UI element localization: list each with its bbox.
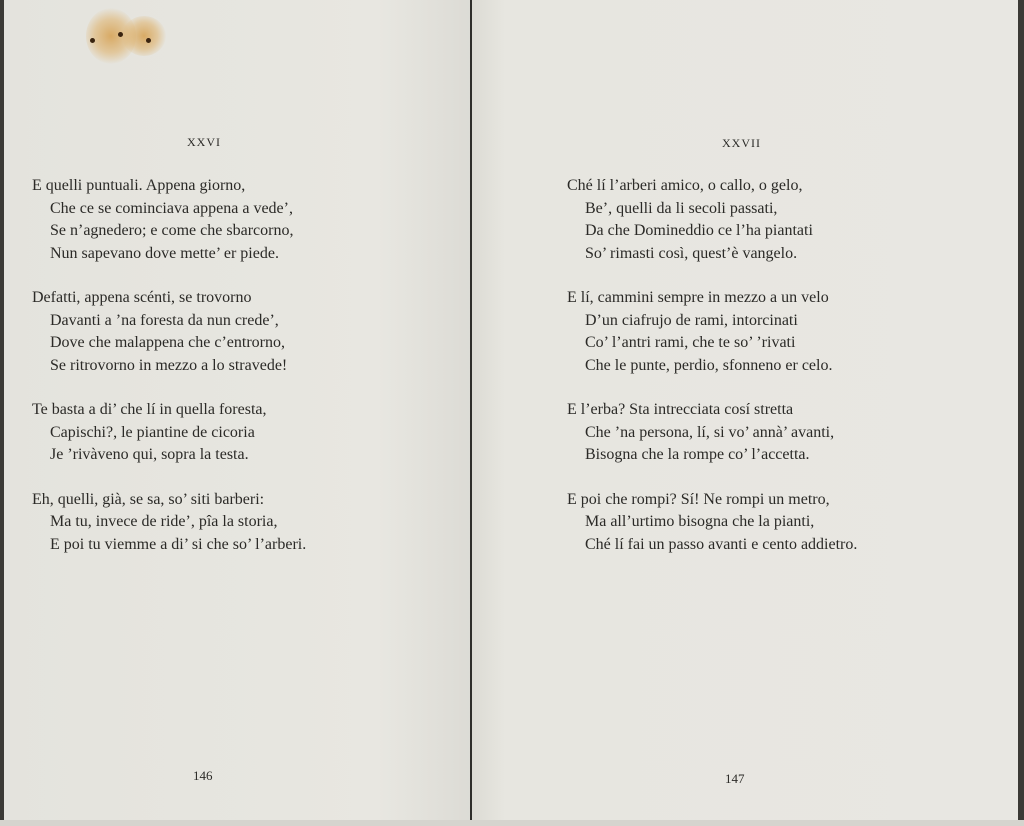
verse-line: D’un ciafrujo de rami, intorcinati [585, 311, 798, 329]
verse-line: Eh, quelli, già, se sa, so’ siti barberi: [32, 490, 265, 508]
verse-line: Je ’rivàveno qui, sopra la testa. [50, 446, 249, 463]
poem-heading-left: XXVI [187, 135, 221, 149]
verse-line: Da che Domineddio ce l’ha piantati [585, 222, 813, 239]
verse-line: E lí, cammini sempre in mezzo a un velo [567, 289, 829, 306]
verse-line: Che le punte, perdio, sfonneno er celo. [585, 356, 833, 374]
page-number-right: 147 [725, 771, 745, 786]
verse-line: E poi tu viemme a di’ si che so’ l’arberi. [50, 535, 307, 553]
verse-line: Bisogna che la rompe co’ l’accetta. [585, 446, 810, 463]
verse-line: Dove che malappena che c’entrorno, [50, 334, 285, 351]
verse-line: Se ritrovorno in mezzo a lo stravede! [50, 356, 288, 374]
verse-line: Te basta a di’ che lí in quella foresta, [32, 401, 267, 418]
verse-line: Ma tu, invece de ride’, pîa la storia, [50, 513, 278, 530]
book-edge-left [0, 0, 4, 826]
verse-line: Che ’na persona, lí, si vo’ annà’ avanti, [585, 423, 835, 441]
stanza [567, 489, 857, 557]
verse-line: E l’erba? Sta intrecciata cosí stretta [567, 401, 794, 418]
book-edge-bottom [0, 820, 1024, 826]
verse-line: Ché lí l’arberi amico, o callo, o gelo, [567, 177, 803, 194]
stanza [567, 287, 857, 377]
verse-line: Che ce se cominciava appena a vede’, [50, 199, 293, 217]
verse-line: E quelli puntuali. Appena giorno, [32, 177, 246, 194]
poem-right [567, 175, 857, 578]
stanza [567, 175, 857, 265]
verse-line: Capischi?, le piantine de cicoria [50, 423, 255, 441]
book-spine [470, 0, 472, 826]
verse-line: Nun sapevano dove mette’ er piede. [50, 244, 279, 262]
verse-line: Co’ l’antri rami, che te so’ ’rivati [585, 334, 796, 351]
stanza [567, 399, 857, 467]
paper-stain [82, 8, 170, 66]
verse-line: Davanti a ’na foresta da nun crede’, [50, 311, 279, 329]
stanza [32, 175, 306, 265]
poem-left [32, 175, 306, 578]
poem-heading-right: XXVII [722, 136, 761, 150]
verse-line: Defatti, appena scénti, se trovorno [32, 289, 252, 306]
book-edge-right [1018, 0, 1024, 826]
verse-line: Ché lí fai un passo avanti e cento addietro. [585, 535, 858, 553]
verse-line: Ma all’urtimo bisogna che la pianti, [585, 513, 815, 530]
stanza [32, 287, 306, 377]
page-number-left: 146 [193, 768, 213, 783]
verse-line: So’ rimasti così, quest’è vangelo. [585, 244, 798, 262]
stanza [32, 399, 306, 467]
verse-line: E poi che rompi? Sí! Ne rompi un metro, [567, 490, 830, 508]
verse-line: Se n’agnedero; e come che sbarcorno, [50, 222, 294, 239]
stanza [32, 489, 306, 557]
verse-line: Be’, quelli da li secoli passati, [585, 199, 778, 217]
